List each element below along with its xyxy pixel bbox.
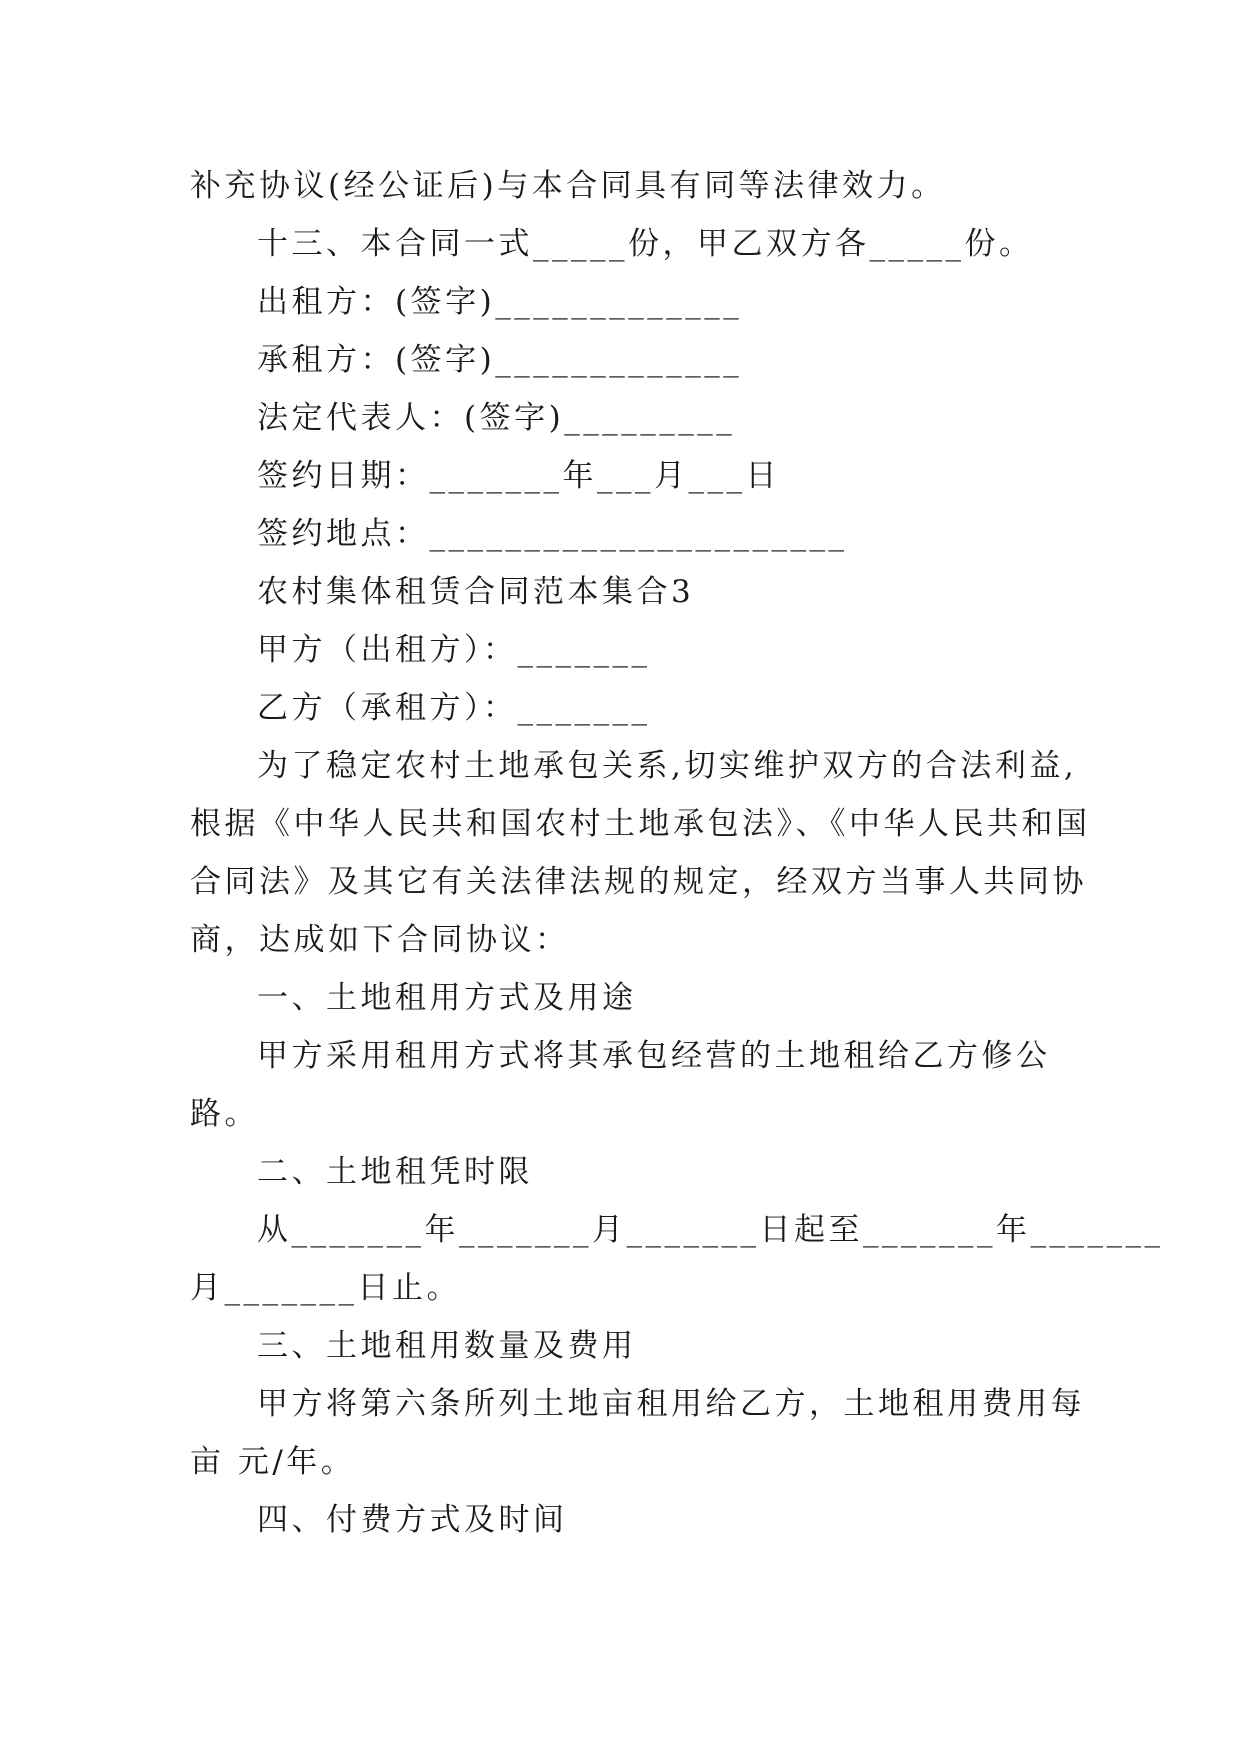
lease-period-line: 从_______年_______月_______日起至_______年_______ (257, 1212, 1164, 1248)
paragraph-line: 甲方将第六条所列土地亩租用给乙方，土地租用费用每 (257, 1386, 1085, 1422)
clause-heading: 四、付费方式及时间 (257, 1502, 568, 1538)
clause-heading: 一、土地租用方式及用途 (257, 980, 637, 1016)
lessor-signature-line: 出租方：(签字)_____________ (257, 284, 743, 320)
signing-place-line: 签约地点：______________________ (257, 516, 848, 552)
paragraph-line: 补充协议(经公证后)与本合同具有同等法律效力。 (190, 168, 946, 204)
paragraph-line: 根据《中华人民共和国农村土地承包法》、《中华人民共和国 (190, 806, 1091, 842)
party-b-line: 乙方（承租方）：_______ (257, 690, 651, 726)
paragraph-line: 甲方采用租用方式将其承包经营的土地租给乙方修公 (257, 1038, 1051, 1074)
signing-date-line: 签约日期：_______年___月___日 (257, 458, 780, 494)
section-title: 农村集体租赁合同范本集合3 (257, 574, 695, 610)
clause-heading: 二、土地租凭时限 (257, 1154, 533, 1190)
lease-period-line: 月_______日止。 (190, 1270, 461, 1306)
paragraph-line: 路。 (190, 1096, 259, 1132)
paragraph-line: 为了稳定农村土地承包关系,切实维护双方的合法利益, (257, 748, 1078, 784)
paragraph-line: 亩 元/年。 (190, 1444, 356, 1480)
lessee-signature-line: 承租方：(签字)_____________ (257, 342, 743, 378)
paragraph-line: 合同法》及其它有关法律法规的规定，经双方当事人共同协 (190, 864, 1087, 900)
paragraph-line: 商，达成如下合同协议： (190, 922, 570, 958)
clause-13-line: 十三、本合同一式_____份，甲乙双方各_____份。 (257, 226, 1034, 262)
legal-rep-signature-line: 法定代表人：(签字)_________ (257, 400, 736, 436)
party-a-line: 甲方（出租方）：_______ (257, 632, 651, 668)
clause-heading: 三、土地租用数量及费用 (257, 1328, 637, 1364)
